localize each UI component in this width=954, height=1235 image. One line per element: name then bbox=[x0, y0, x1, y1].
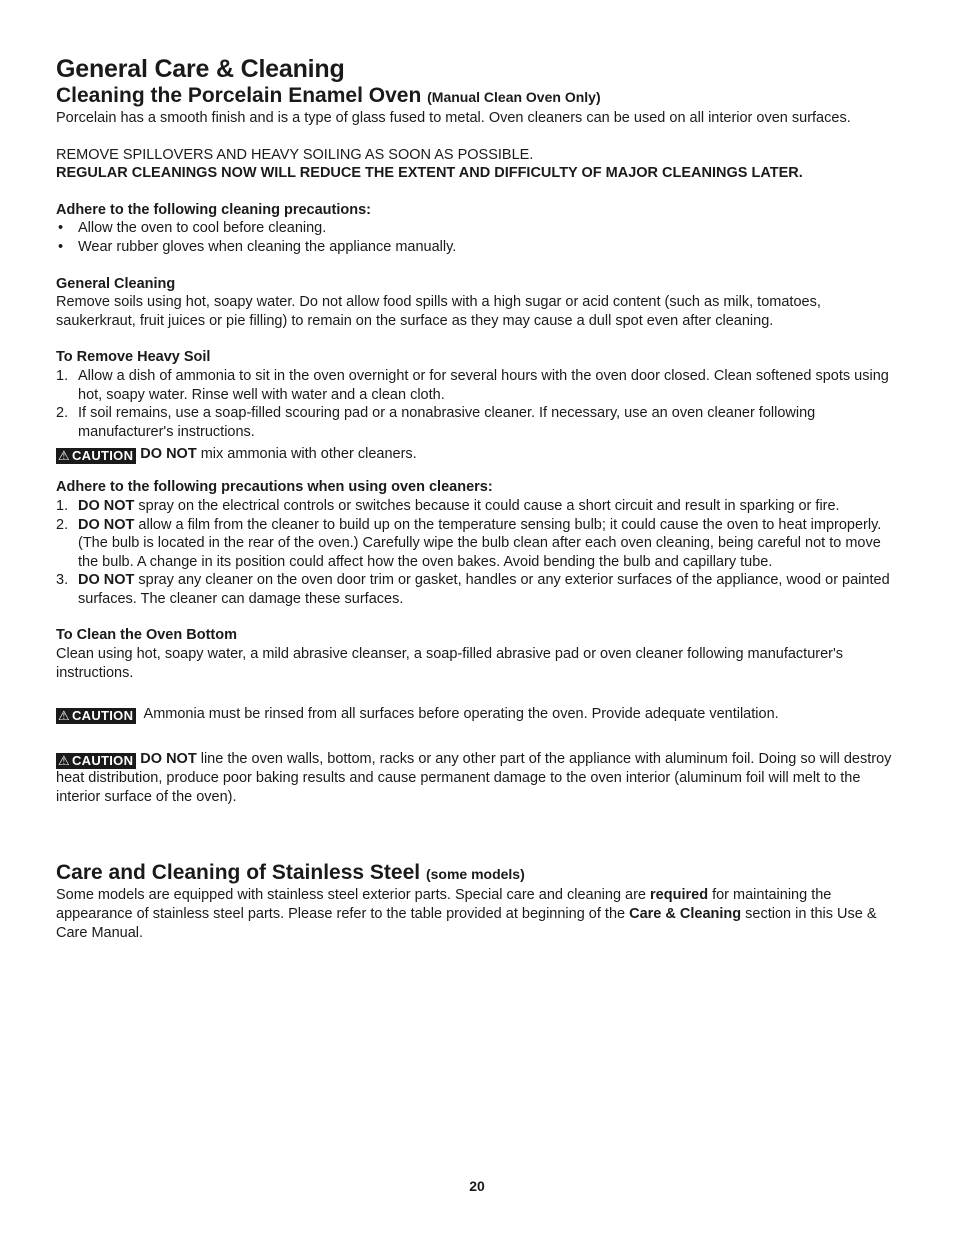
section-heading-stainless-text: Care and Cleaning of Stainless Steel bbox=[56, 861, 421, 885]
page-number: 20 bbox=[469, 1178, 485, 1194]
precautions-heading: Adhere to the following cleaning precautions: bbox=[56, 201, 371, 218]
page-title: General Care & Cleaning bbox=[56, 55, 345, 83]
caution-badge: ⚠ CAUTION bbox=[56, 753, 136, 769]
oven-bottom-heading: To Clean the Oven Bottom bbox=[56, 627, 237, 644]
caution-badge: ⚠ CAUTION bbox=[56, 708, 136, 724]
warning-triangle-icon: ⚠ bbox=[58, 708, 70, 724]
caution-badge: ⚠ CAUTION bbox=[56, 448, 136, 464]
general-cleaning-text: Remove soils using hot, soapy water. Do not allow food spills with a high sugar or acid content (such as milk, tomatoes, saukerkraut, fruit juices or pie filling) to remain on the surface as they may cause a dull spot even after cleaning. bbox=[56, 294, 821, 329]
stainless-text: Some models are equipped with stainless steel exterior parts. Special care and cleaning are required for maintaining the appearance of stainless steel parts. Please refer to the table provided at beginning of the Care & Cleaning section in this Use & Care Manual. bbox=[56, 887, 877, 941]
bullet-icon: • bbox=[58, 220, 64, 237]
warning-triangle-icon: ⚠ bbox=[58, 448, 70, 464]
list-item: 1. Allow a dish of ammonia to sit in the oven overnight or for several hours with the oven door closed. Clean softened spots using hot, soapy water. Rinse well with water and a clean cloth. bbox=[56, 367, 889, 403]
oven-cleaner-steps bbox=[56, 497, 898, 609]
list-item: 3. DO NOT spray any cleaner on the oven door trim or gasket, handles or any exterior surfaces of the appliance, wood or painted surfaces. The cleaner can damage these surfaces. bbox=[56, 572, 890, 607]
remove-spillovers-line: REMOVE SPILLOVERS AND HEAVY SOILING AS SOON AS POSSIBLE. bbox=[56, 146, 534, 163]
oven-cleaner-heading: Adhere to the following precautions when using oven cleaners: bbox=[56, 479, 493, 496]
caution-ammonia-rinse: ⚠ CAUTION Ammonia must be rinsed from all surfaces before operating the oven. Provide adequate ventilation. bbox=[58, 706, 779, 724]
section-heading-porcelain-text: Cleaning the Porcelain Enamel Oven bbox=[56, 84, 422, 107]
list-item: 2. DO NOT allow a film from the cleaner to build up on the temperature sensing bulb; it could cause the oven to heat improperly. (The bulb is located in the rear of the oven.) Carefully wipe the bulb clean after each oven cleaning, being careful not to move the bulb. A change in its position could affect how the oven bakes. Avoid bending the bulb and capillary tube. bbox=[56, 516, 882, 570]
oven-bottom-text: Clean using hot, soapy water, a mild abrasive cleanser, a soap-filled abrasive pad or oven cleaner following manufacturer's instructions. bbox=[56, 646, 844, 681]
section-heading-stainless-note: (some models) bbox=[425, 866, 525, 883]
general-cleaning-heading: General Cleaning bbox=[56, 275, 176, 292]
caution-ammonia-mix: ⚠ CAUTION DO NOT mix ammonia with other cleaners. bbox=[58, 446, 417, 464]
warning-triangle-icon: ⚠ bbox=[58, 753, 70, 769]
list-item: • Allow the oven to cool before cleaning. bbox=[58, 220, 327, 237]
bullet-icon: • bbox=[58, 238, 64, 255]
list-item: 1. DO NOT spray on the electrical controls or switches because it could cause a short circuit and result in sparking or fire. bbox=[56, 497, 840, 514]
heavy-soil-steps bbox=[56, 367, 898, 441]
regular-cleanings-line: REGULAR CLEANINGS NOW WILL REDUCE THE EXTENT AND DIFFICULTY OF MAJOR CLEANINGS LATER. bbox=[56, 165, 803, 182]
page-content bbox=[56, 54, 898, 942]
section-heading-porcelain bbox=[56, 84, 898, 109]
list-item: • Wear rubber gloves when cleaning the appliance manually. bbox=[58, 238, 457, 255]
caution-aluminum-foil: ⚠ CAUTION DO NOT line the oven walls, bottom, racks or any other part of the appliance with aluminum foil. Doing so will destroy heat distribution, produce poor baking results and cause permanent damage to the oven interior (aluminum foil will melt to the interior surface of the oven). bbox=[56, 751, 892, 805]
section-heading-stainless bbox=[56, 861, 898, 886]
precautions-list bbox=[56, 219, 898, 256]
list-item: 2. If soil remains, use a soap-filled scouring pad or a nonabrasive cleaner. If necessary, use an oven cleaner following manufacturer's instructions. bbox=[56, 405, 816, 440]
porcelain-intro: Porcelain has a smooth finish and is a type of glass fused to metal. Oven cleaners can be used on all interior oven surfaces. bbox=[56, 110, 851, 126]
heavy-soil-heading: To Remove Heavy Soil bbox=[56, 349, 211, 366]
section-heading-porcelain-note: (Manual Clean Oven Only) bbox=[427, 89, 601, 105]
